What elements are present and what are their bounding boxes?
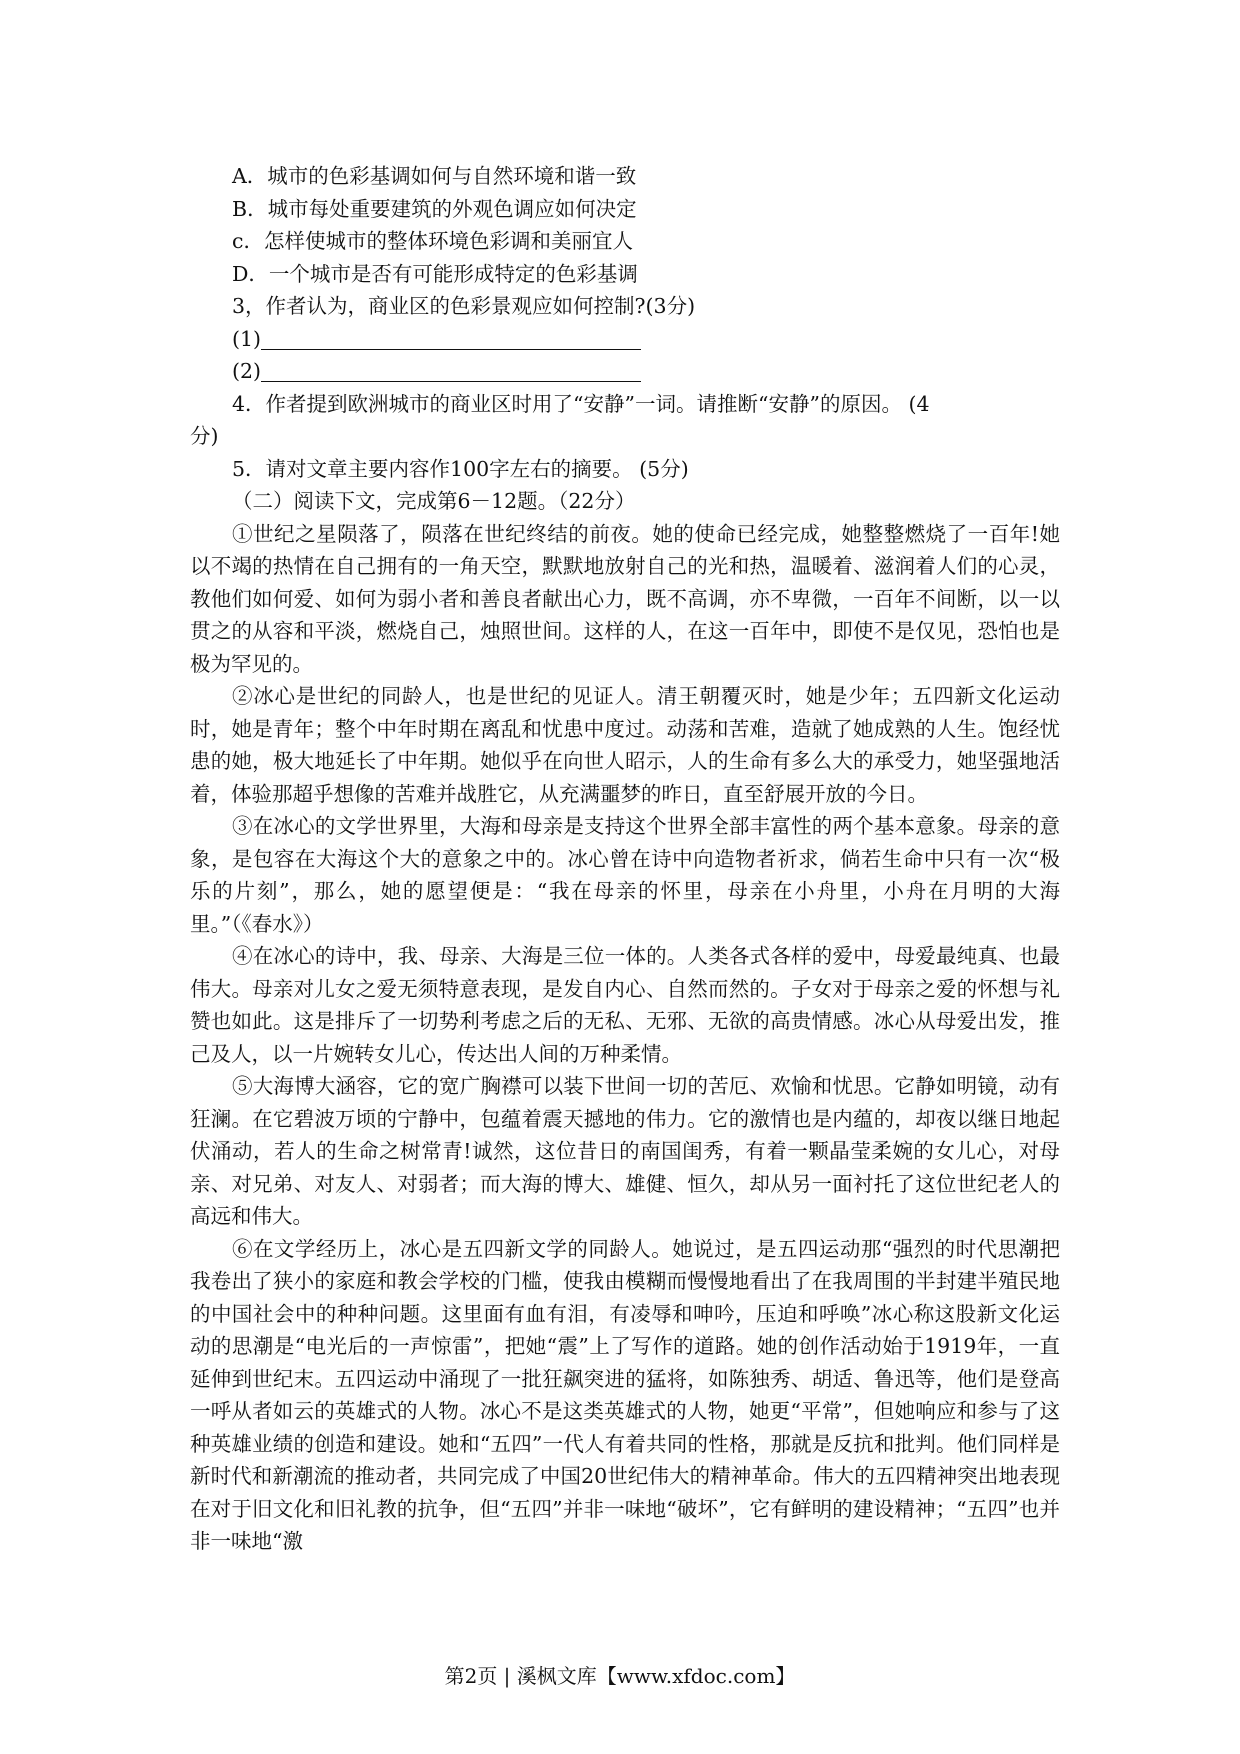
question-3: 3，作者认为，商业区的色彩景观应如何控制?(3分) <box>232 294 696 318</box>
paragraph-3: ③在冰心的文学世界里，大海和母亲是支持这个世界全部丰富性的两个基本意象。母亲的意象，是包容在大海这个大的意象之中的。冰心曾在诗中向造物者祈求，倘若生命中只有一次“极乐的片刻”，那么，她的愿望便是：“我在母亲的怀里，母亲在小舟里，小舟在月明的大海里。”（《春水》） <box>190 814 1060 936</box>
fill-line-1 <box>261 325 641 350</box>
option-d: D．一个城市是否有可能形成特定的色彩基调 <box>232 261 638 286</box>
blank-label-1: (1) <box>232 326 262 351</box>
page-footer: 第2页 | 溪枫文库【www.xfdoc.com】 <box>444 1664 796 1688</box>
question-4-line-2: 分) <box>190 424 219 448</box>
section-2-heading: （二）阅读下文，完成第6－12题。（22分） <box>232 489 636 513</box>
paragraph-5: ⑤大海博大涵容，它的宽广胸襟可以装下世间一切的苦厄、欢愉和忧思。它静如明镜，动有狂澜。在它碧波万顷的宁静中，包蕴着震天撼地的伟力。它的激情也是内蕴的，却夜以继日地起伏涌动，若人的生命之树常青!诚然，这位昔日的南国闺秀，有着一颗晶莹柔婉的女儿心，对母亲、对兄弟、对友人、对弱者；而大海的博大、雄健、恒久，却从另一面衬托了这位世纪老人的高远和伟大。 <box>190 1074 1060 1228</box>
blank-label-2: (2) <box>232 359 262 383</box>
paragraph-6: ⑥在文学经历上，冰心是五四新文学的同龄人。她说过，是五四运动那“强烈的时代思潮把我卷出了狭小的家庭和教会学校的门槛，使我由模糊而慢慢地看出了在我周围的半封建半殖民地的中国社会中的种种问题。这里面有血有泪，有凌辱和呻吟，压迫和呼唤”冰心称这股新文化运动的思潮是“电光后的一声惊雷”，把她“震”上了写作的道路。她的创作活动始于1919年，一直延伸到世纪末。五四运动中涌现了一批狂飙突进的猛将，如陈独秀、胡适、鲁迅等，他们是登高一呼从者如云的英雄式的人物。冰心不是这类英雄式的人物，她更“平常”，但她响应和参与了这种英雄业绩的创造和建设。她和“五四”一代人有着共同的性格，那就是反抗和批判。他们同样是新时代和新潮流的推动者，共同完成了中国20世纪伟大的精神革命。伟大的五四精神突出地表现在对于旧文化和旧礼教的抗争，但“五四”并非一味地“破坏”，它有鲜明的建设精神；“五四”也并非一味地“激 <box>190 1236 1060 1553</box>
option-b: B．城市每处重要建筑的外观色调应如何决定 <box>232 196 637 221</box>
document-page <box>190 160 1060 1558</box>
option-a: A．城市的色彩基调如何与自然环境和谐一致 <box>232 164 637 188</box>
option-c: c．怎样使城市的整体环境色彩调和美丽宜人 <box>232 229 633 253</box>
paragraph-2: ②冰心是世纪的同龄人，也是世纪的见证人。清王朝覆灭时，她是少年；五四新文化运动时，她是青年；整个中年时期在离乱和忧患中度过。动荡和苦难，造就了她成熟的人生。饱经忧患的她，极大地延长了中年期。她似乎在向世人昭示，人的生命有多么大的承受力，她坚强地活着，体验那超乎想像的苦难并战胜它，从充满噩梦的昨日，直至舒展开放的今日。 <box>190 684 1060 806</box>
question-4-line-1: 4．作者提到欧洲城市的商业区时用了“安静”一词。请推断“安静”的原因。 (4 <box>232 391 930 416</box>
paragraph-1: ①世纪之星陨落了，陨落在世纪终结的前夜。她的使命已经完成，她整整燃烧了一百年!她以不竭的热情在自己拥有的一角天空，默默地放射自己的光和热，温暖着、滋润着人们的心灵，教他们如何爱、如何为弱小者和善良者献出心力，既不高调，亦不卑微，一百年不间断，以一以贯之的从容和平淡，燃烧自己，烛照世间。这样的人，在这一百年中，即使不是仅见，恐怕也是极为罕见的。 <box>190 521 1060 676</box>
question-5: 5．请对文章主要内容作100字左右的摘要。 (5分) <box>232 456 689 481</box>
fill-line-2 <box>261 357 641 382</box>
answer-blank-2 <box>190 355 1060 388</box>
answer-blank-1 <box>190 323 1060 356</box>
paragraph-4: ④在冰心的诗中，我、母亲、大海是三位一体的。人类各式各样的爱中，母爱最纯真、也最伟大。母亲对儿女之爱无须特意表现，是发自内心、自然而然的。子女对于母亲之爱的怀想与礼赞也如此。这是排斥了一切势利考虑之后的无私、无邪、无欲的高贵情感。冰心从母爱出发，推己及人，以一片婉转女儿心，传达出人间的万种柔情。 <box>190 944 1060 1066</box>
